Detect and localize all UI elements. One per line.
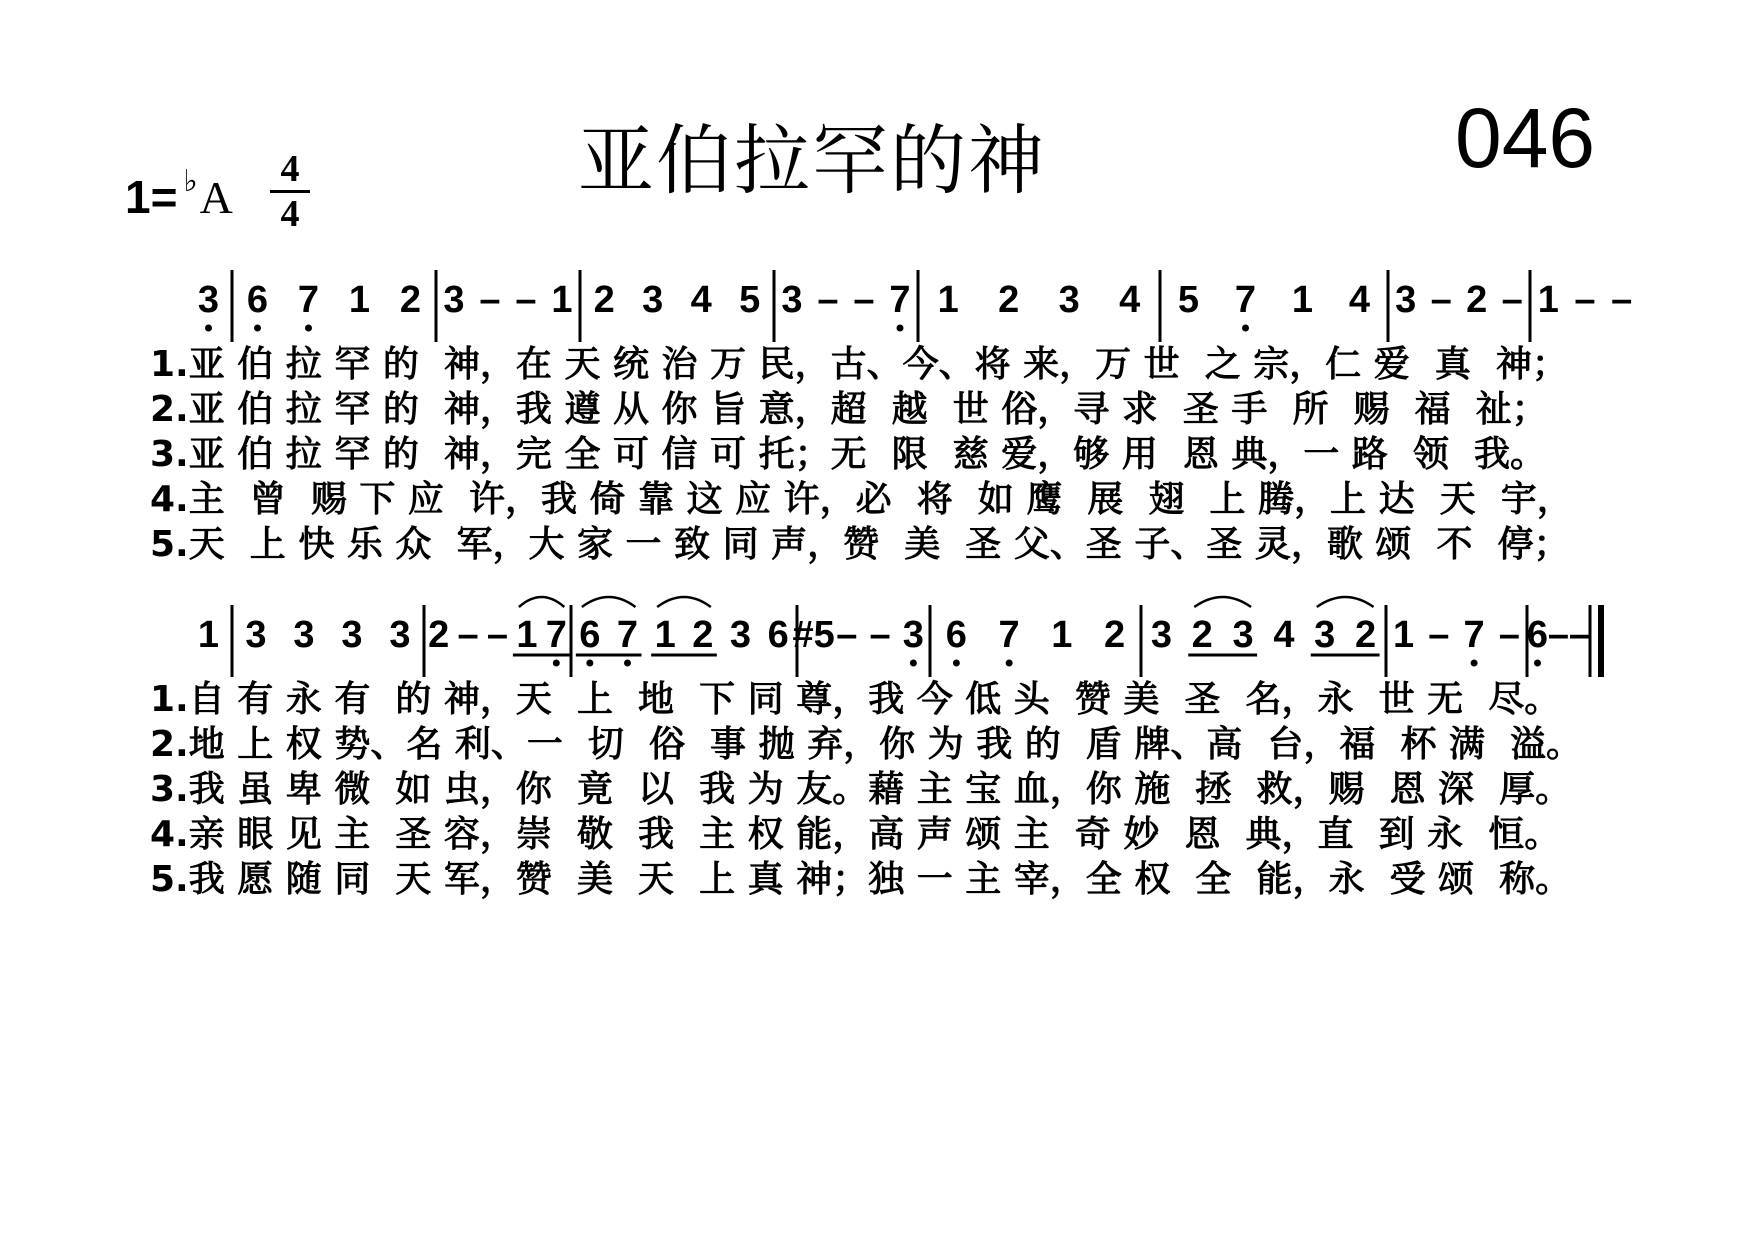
slur-arc (1317, 597, 1374, 607)
octave-dot-below (1006, 660, 1013, 667)
note-s1-m4-3: 7 (889, 279, 911, 321)
octave-dot-below (953, 660, 960, 667)
note-s1-m3-1: 3 (642, 279, 664, 321)
note-s1-m4-2: – (853, 279, 875, 321)
octave-dot-below (553, 660, 560, 667)
note-s1-m4-0: 3 (781, 279, 803, 321)
note-s2-m3-5: 6 (767, 614, 789, 656)
lyric-s2-v3: 3.我 虽 卑 微 如 虫，你 竟 以 我 为 友。藉 主 宝 血，你 施 拯 救，赐 恩 深 厚。 (150, 769, 1572, 810)
slur-arc (519, 597, 564, 607)
octave-dot-below (305, 325, 312, 332)
note-s1-m5-0: 1 (937, 279, 959, 321)
note-s2-m7-1: – (1428, 614, 1450, 656)
octave-dot-below (910, 660, 917, 667)
note-s2-m8-2: – (1568, 614, 1591, 656)
note-s1-m7-0: 3 (1395, 279, 1417, 321)
note-s1-m7-1: – (1430, 279, 1452, 321)
note-s1-m3-3: 5 (739, 279, 761, 321)
note-s2-m3-2: 1 (654, 614, 676, 656)
note-s2-m1-1: 3 (293, 614, 315, 656)
note-s1-m8-0: 1 (1537, 279, 1559, 321)
note-s1-m3-0: 2 (593, 279, 615, 321)
note-s2-m4-0: #5 (792, 614, 835, 656)
note-s1-m8-1: – (1574, 279, 1596, 321)
slur-arc (582, 597, 636, 607)
note-s2-m2-3: 1 (516, 614, 538, 656)
note-s1-m2-0: 3 (443, 279, 465, 321)
note-s1-m5-3: 4 (1119, 279, 1141, 321)
note-s2-m5-0: 6 (945, 614, 967, 656)
octave-dot-below (586, 660, 593, 667)
note-s2-m6-5: 2 (1355, 614, 1377, 656)
lyric-s2-v4: 4.亲 眼 见 主 圣 容，崇 敬 我 主 权 能，高 声 颂 主 奇 妙 恩 典，直 到 永 恒。 (150, 814, 1561, 855)
note-s1-m6-1: 7 (1234, 279, 1257, 321)
note-s2-m1-0: 3 (245, 614, 267, 656)
note-s1-m1-2: 1 (348, 279, 371, 321)
note-s1-m0-0: 3 (197, 279, 220, 321)
final-barline-thick (1598, 605, 1604, 677)
note-s1-m2-2: – (515, 279, 537, 321)
note-s2-m3-4: 3 (729, 614, 752, 656)
note-s2-m5-3: 2 (1104, 614, 1126, 656)
flat-sign: ♭ (183, 163, 198, 199)
note-s2-m6-1: 2 (1191, 614, 1213, 656)
note-s2-m7-3: – (1498, 614, 1520, 656)
slur-arc (657, 597, 711, 607)
lyric-s2-v1: 1.自 有 永 有 的 神，天 上 地 下 同 尊，我 今 低 头 赞 美 圣 名，永 世 无 尽。 (150, 679, 1561, 720)
notation-system-1 (198, 270, 1632, 342)
song-number: 046 (1455, 91, 1596, 185)
note-s2-m3-0: 6 (579, 614, 601, 656)
note-s1-m3-2: 4 (690, 279, 712, 321)
note-s1-m5-1: 2 (998, 279, 1020, 321)
octave-dot-below (205, 325, 212, 332)
note-s1-m6-2: 1 (1291, 279, 1314, 321)
note-s2-m0-0: 1 (197, 614, 220, 656)
octave-dot-below (624, 660, 631, 667)
lyric-s2-v5: 5.我 愿 随 同 天 军，赞 美 天 上 真 神；独 一 主 宰，全 权 全 能，永 受 颂 称。 (150, 859, 1572, 900)
octave-dot-below (254, 325, 261, 332)
time-signature-bottom: 4 (280, 193, 300, 235)
note-s1-m5-2: 3 (1058, 279, 1080, 321)
note-s2-m3-3: 2 (692, 614, 714, 656)
slur-arc (1194, 597, 1251, 607)
note-s2-m1-3: 3 (389, 614, 411, 656)
note-s2-m6-4: 3 (1314, 614, 1336, 656)
lyric-s2-v2: 2.地 上 权 势、名 利、一 切 俗 事 抛 弃，你 为 我 的 盾 牌、高 台，福 杯 满 溢。 (150, 724, 1583, 765)
key-letter: A (199, 171, 233, 223)
lyric-s1-v5: 5.天 上 快 乐 众 军，大 家 一 致 同 声，赞 美 圣 父、圣 子、圣 灵，歌 颂 不 停； (150, 524, 1570, 565)
note-s1-m7-3: – (1501, 279, 1523, 321)
note-s1-m1-0: 6 (246, 279, 269, 321)
note-s2-m7-2: 7 (1463, 614, 1485, 656)
note-s1-m1-1: 7 (297, 279, 320, 321)
note-s2-m2-1: – (457, 614, 479, 656)
note-s2-m6-3: 4 (1273, 614, 1295, 656)
note-s2-m5-1: 7 (998, 614, 1020, 656)
note-s2-m7-0: 1 (1393, 614, 1415, 656)
octave-dot-below (1534, 660, 1541, 667)
note-s2-m3-1: 7 (616, 614, 639, 656)
lyric-s1-v1: 1.亚 伯 拉 罕 的 神，在 天 统 治 万 民，古、今、将 来，万 世 之 宗，仁 爱 真 神； (150, 344, 1568, 385)
note-s1-m8-2: – (1611, 279, 1633, 321)
note-s2-m2-4: 7 (545, 614, 567, 656)
time-signature-top: 4 (280, 148, 300, 190)
note-s1-m7-2: 2 (1466, 279, 1488, 321)
notation-system-2 (198, 597, 1604, 677)
lyric-s1-v3: 3.亚 伯 拉 罕 的 神，完 全 可 信 可 托；无 限 慈 爱，够 用 恩 典，一 路 领 我。 (150, 434, 1547, 475)
note-s2-m4-3: 3 (902, 614, 924, 656)
note-s2-m4-1: – (836, 614, 858, 656)
lyric-s1-v2: 2.亚 伯 拉 罕 的 神，我 遵 从 你 旨 意，超 越 世 俗，寻 求 圣 手 所 赐 福 祉； (150, 389, 1548, 430)
note-s1-m6-0: 5 (1177, 279, 1200, 321)
key-prefix: 1= (125, 171, 178, 223)
note-s1-m4-1: – (817, 279, 839, 321)
note-s2-m6-2: 3 (1232, 614, 1254, 656)
note-s1-m6-3: 4 (1348, 279, 1371, 321)
note-s2-m2-0: 2 (428, 614, 450, 656)
note-s2-m1-2: 3 (341, 614, 363, 656)
note-s1-m2-1: – (479, 279, 501, 321)
octave-dot-below (1242, 325, 1249, 332)
note-s2-m8-0: 6 (1526, 614, 1549, 656)
note-s2-m8-1: – (1547, 614, 1570, 656)
note-s1-m1-3: 2 (399, 279, 422, 321)
lyric-s1-v4: 4.主 曾 赐 下 应 许，我 倚 靠 这 应 许，必 将 如 鹰 展 翅 上 腾，上 达 天 宇， (150, 479, 1573, 520)
note-s1-m2-3: 1 (551, 279, 573, 321)
note-s2-m2-2: – (486, 614, 509, 656)
note-s2-m5-2: 1 (1051, 614, 1073, 656)
octave-dot-below (897, 325, 904, 332)
song-title: 亚伯拉罕的神 (578, 116, 1046, 205)
note-s2-m4-2: – (869, 614, 891, 656)
octave-dot-below (1471, 660, 1478, 667)
note-s2-m6-0: 3 (1150, 614, 1172, 656)
